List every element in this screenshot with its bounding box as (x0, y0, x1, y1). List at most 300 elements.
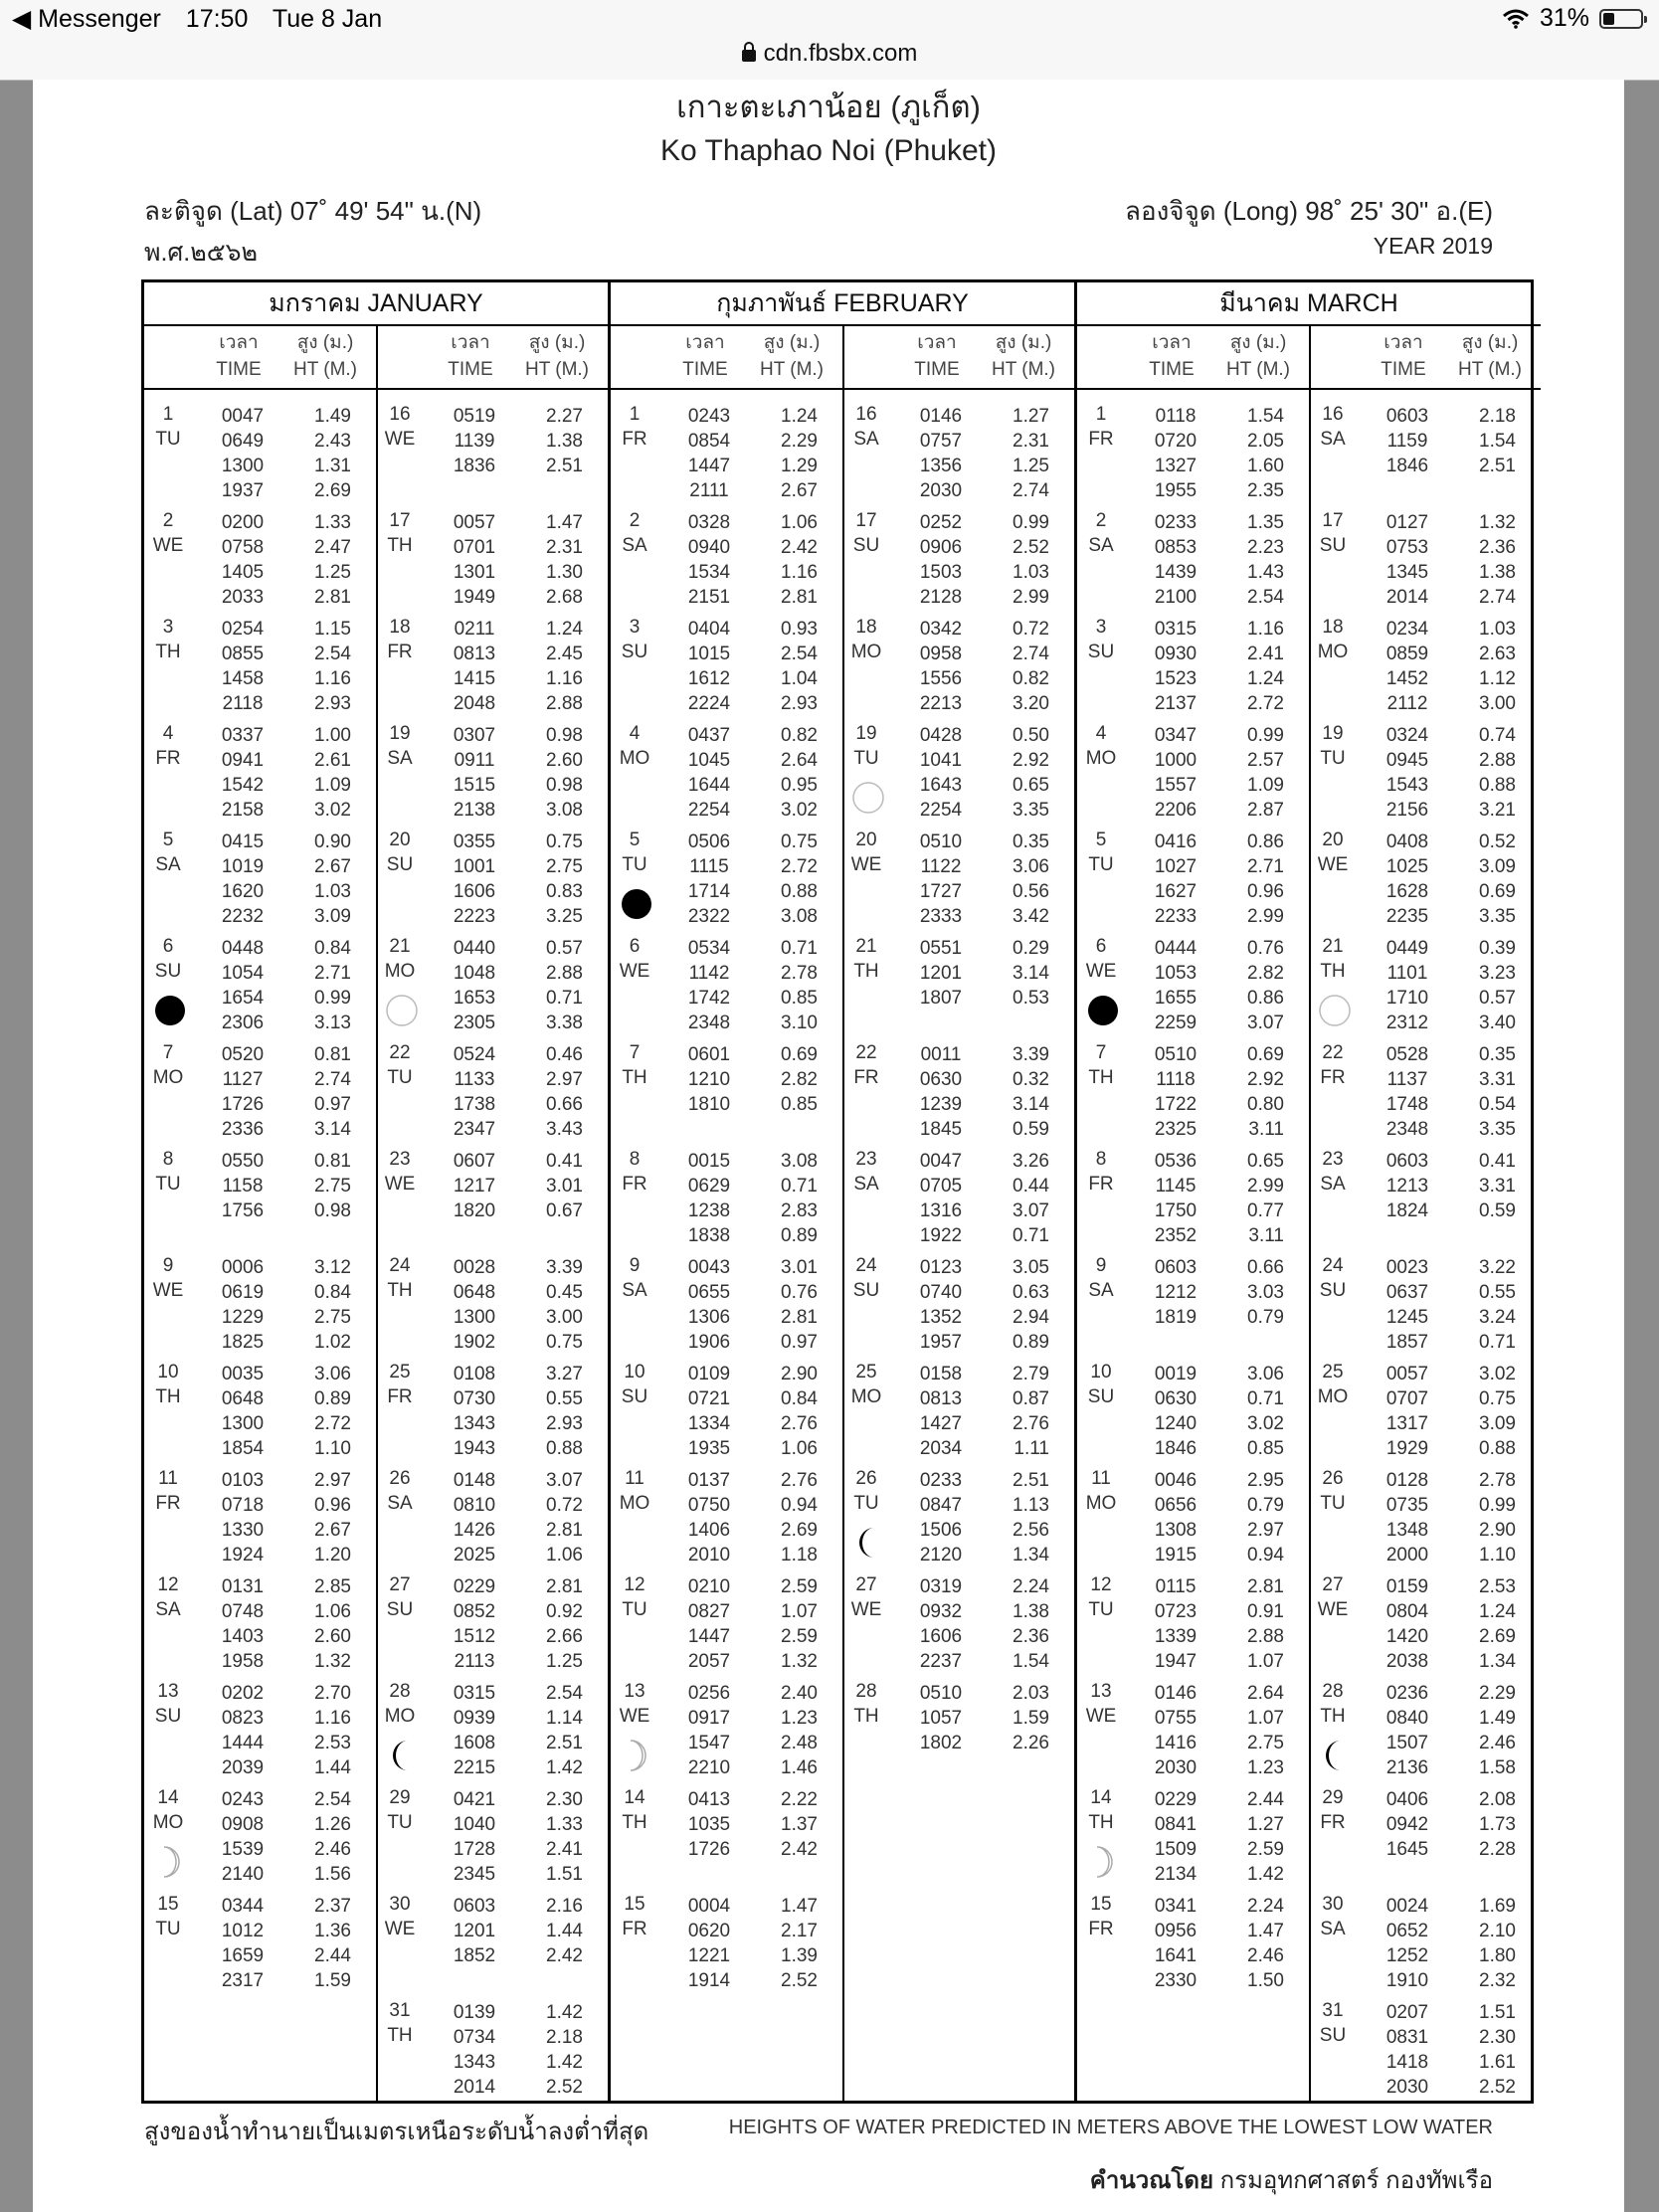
tide-day-entry (376, 723, 608, 827)
weekday: WE (619, 961, 650, 982)
tide-time: 0524 (453, 1044, 496, 1065)
tide-time: 0307 (453, 725, 496, 746)
tide-time: 0440 (453, 938, 496, 959)
tide-time: 0328 (687, 512, 731, 533)
time-header-thai: เวลา (219, 332, 259, 353)
tide-height: 1.10 (1479, 1545, 1516, 1566)
status-time: 17:50 (185, 5, 249, 33)
tide-time: 0637 (1385, 1282, 1429, 1303)
tide-height: 1.16 (314, 1708, 351, 1729)
tide-time: 2254 (919, 800, 963, 821)
tide-time: 1201 (919, 963, 963, 984)
tide-height: 0.65 (1247, 1151, 1284, 1172)
tide-height: 2.82 (781, 1069, 818, 1090)
tide-height: 0.71 (546, 988, 583, 1009)
tide-time: 0344 (221, 1896, 265, 1917)
day-number: 19 (1322, 723, 1344, 744)
tide-height: 2.69 (314, 480, 351, 501)
day-number: 12 (1090, 1574, 1112, 1595)
weekday: WE (850, 1599, 882, 1620)
tide-height: 1.03 (1479, 619, 1516, 640)
tide-day-entry (1077, 1894, 1309, 1997)
weekday: TU (387, 1812, 413, 1833)
weekday: TU (155, 1174, 181, 1195)
weekday: WE (619, 1706, 650, 1727)
tide-time: 0023 (1385, 1257, 1429, 1278)
tide-time: 0840 (1385, 1708, 1429, 1729)
weekday: FR (387, 642, 413, 662)
tide-height: 3.11 (1248, 1225, 1284, 1246)
tide-height: 0.66 (546, 1094, 583, 1115)
tide-height: 1.24 (546, 619, 583, 640)
tide-time: 2224 (687, 693, 731, 714)
tide-day-entry (1077, 1787, 1309, 1891)
tide-time: 1159 (1386, 431, 1428, 452)
tide-height: 3.08 (546, 800, 583, 821)
day-number: 20 (855, 830, 877, 850)
weekday: SU (852, 535, 880, 556)
weekday: MO (1085, 1493, 1117, 1514)
height-header-english: HT (M.) (1457, 359, 1523, 380)
tide-time: 1512 (453, 1626, 496, 1647)
weekday: MO (1085, 748, 1117, 769)
tide-height: 3.14 (1013, 963, 1049, 984)
weekday: TU (853, 748, 879, 769)
tide-time: 2345 (453, 1864, 496, 1885)
weekday: TH (1088, 1812, 1114, 1833)
tide-time: 1515 (453, 775, 496, 796)
weekday: MO (152, 1067, 184, 1088)
tide-height: 3.23 (1479, 963, 1516, 984)
tide-height: 1.25 (546, 1651, 583, 1672)
weekday: SA (155, 1599, 181, 1620)
tide-height: 3.10 (781, 1013, 818, 1033)
tide-time: 1845 (919, 1119, 963, 1140)
weekday: SU (1319, 535, 1347, 556)
tide-time: 1447 (687, 1626, 731, 1647)
tide-height: 2.81 (314, 587, 351, 608)
latitude: ละติจูด (Lat) 07˚ 49' 54" น.(N) (144, 196, 482, 226)
tide-height: 0.99 (1479, 1495, 1516, 1516)
tide-height: 0.99 (1247, 725, 1284, 746)
weekday: SU (852, 1280, 880, 1301)
tide-day-entry (1309, 617, 1541, 720)
credit-label: คำนวณโดย (1089, 2167, 1213, 2194)
tide-time: 1825 (221, 1332, 265, 1353)
tide-time: 1507 (1385, 1733, 1429, 1753)
height-header-thai: สูง (ม.) (995, 332, 1052, 353)
tide-height: 2.74 (1479, 587, 1516, 608)
tide-time: 1142 (688, 963, 730, 984)
tide-height: 3.01 (546, 1176, 583, 1197)
tide-time: 1958 (221, 1651, 265, 1672)
tide-height: 0.32 (1013, 1069, 1049, 1090)
time-header-thai: เวลา (685, 332, 725, 353)
tide-height: 0.89 (314, 1388, 351, 1409)
tide-height: 2.75 (1247, 1733, 1284, 1753)
lock-icon (742, 50, 756, 62)
tide-time: 1427 (919, 1413, 963, 1434)
day-number: 26 (855, 1468, 877, 1489)
tide-day-entry (376, 510, 608, 614)
tide-height: 1.47 (781, 1896, 818, 1917)
tide-height: 2.18 (1479, 406, 1516, 427)
tide-time: 1854 (221, 1438, 265, 1459)
tide-height: 1.07 (1247, 1651, 1284, 1672)
tide-time: 1643 (919, 775, 963, 796)
tide-time: 2128 (919, 587, 963, 608)
tide-height: 0.84 (314, 938, 351, 959)
tide-height: 1.09 (314, 775, 351, 796)
day-number: 3 (1095, 617, 1107, 638)
tide-time: 0750 (687, 1495, 731, 1516)
time-header-thai: เวลา (451, 332, 490, 353)
tide-time: 0118 (1155, 406, 1197, 427)
tide-height: 1.02 (314, 1332, 351, 1353)
day-number: 26 (1322, 1468, 1344, 1489)
tide-time: 2348 (1385, 1119, 1429, 1140)
tide-time: 0930 (1154, 644, 1198, 664)
tide-height: 0.81 (314, 1044, 351, 1065)
tide-height: 2.43 (314, 431, 351, 452)
tide-time: 0757 (919, 431, 963, 452)
new-moon-icon (620, 887, 653, 921)
tide-time: 0210 (687, 1576, 731, 1597)
tide-day-entry (1077, 1042, 1309, 1146)
tide-time: 1750 (1154, 1200, 1198, 1221)
tide-height: 0.35 (1479, 1044, 1516, 1065)
tide-time: 0906 (919, 537, 963, 558)
tide-time: 1133 (454, 1069, 495, 1090)
tide-height: 2.74 (1013, 480, 1049, 501)
tide-height: 0.71 (781, 1176, 818, 1197)
tide-time: 0108 (453, 1364, 496, 1384)
tide-time: 1810 (687, 1094, 731, 1115)
tide-height: 2.92 (1013, 750, 1049, 771)
tide-time: 0028 (453, 1257, 496, 1278)
tide-time: 0139 (453, 2002, 496, 2023)
tide-height: 2.60 (314, 1626, 351, 1647)
day-number: 8 (629, 1149, 641, 1170)
time-header-english: TIME (448, 359, 493, 380)
tide-height: 1.33 (546, 1814, 583, 1835)
tide-height: 1.32 (781, 1651, 818, 1672)
first-quarter-moon-icon (1086, 1845, 1120, 1879)
day-number: 16 (389, 404, 411, 425)
tide-height: 0.72 (546, 1495, 583, 1516)
tide-time: 0415 (221, 831, 265, 852)
tide-height: 1.54 (1479, 431, 1516, 452)
tide-time: 1836 (453, 456, 496, 476)
tide-time: 0103 (221, 1470, 265, 1491)
tide-height: 2.85 (314, 1576, 351, 1597)
tide-height: 3.06 (314, 1364, 351, 1384)
month-header: กุมภาพันธ์ FEBRUARY (611, 282, 1074, 326)
tide-time: 1612 (687, 668, 731, 689)
tide-time: 2206 (1154, 800, 1198, 821)
height-header-thai: สูง (ม.) (1229, 332, 1287, 353)
tide-time: 0620 (687, 1921, 731, 1941)
tide-time: 1447 (687, 456, 731, 476)
tide-time: 1348 (1385, 1520, 1429, 1541)
tide-time: 0720 (1154, 431, 1198, 452)
tide-height: 0.57 (1479, 988, 1516, 1009)
tide-day-entry (842, 1681, 1074, 1784)
tide-height: 0.29 (1013, 938, 1049, 959)
tide-height: 2.76 (781, 1413, 818, 1434)
tide-time: 2010 (687, 1545, 731, 1566)
tide-height: 2.66 (546, 1626, 583, 1647)
tide-time: 0200 (221, 512, 265, 533)
tide-time: 1403 (221, 1626, 265, 1647)
tide-time: 1644 (687, 775, 731, 796)
tide-day-entry (1077, 1681, 1309, 1784)
tide-height: 2.42 (546, 1945, 583, 1966)
tide-height: 0.76 (1247, 938, 1284, 959)
tide-time: 0243 (221, 1789, 265, 1810)
column-headers (144, 324, 376, 390)
tide-time: 1655 (1154, 988, 1198, 1009)
tide-height: 2.51 (1013, 1470, 1049, 1491)
tide-time: 1356 (919, 456, 963, 476)
tide-height: 0.53 (1013, 988, 1049, 1009)
back-to-messenger-button[interactable]: ◀ Messenger (12, 5, 161, 33)
tide-time: 1416 (1154, 1733, 1198, 1753)
tide-day-entry (1077, 1149, 1309, 1252)
tide-height: 2.53 (1479, 1576, 1516, 1597)
tide-day-entry (1077, 510, 1309, 614)
tide-time: 0941 (221, 750, 265, 771)
tide-time: 0619 (221, 1282, 265, 1303)
day-number: 17 (389, 510, 411, 531)
tide-time: 0730 (453, 1388, 496, 1409)
tide-height: 0.59 (1479, 1200, 1516, 1221)
tide-height: 2.41 (1247, 644, 1284, 664)
tide-time: 0536 (1154, 1151, 1198, 1172)
day-number: 12 (157, 1574, 179, 1595)
tide-height: 3.08 (781, 906, 818, 927)
weekday: SU (154, 961, 182, 982)
day-number: 7 (1095, 1042, 1107, 1063)
tide-time: 0940 (687, 537, 731, 558)
tide-time: 0550 (221, 1151, 265, 1172)
tide-height: 1.16 (781, 562, 818, 583)
tide-time: 1645 (1385, 1839, 1429, 1860)
tide-time: 0047 (919, 1151, 963, 1172)
tide-time: 0404 (687, 619, 731, 640)
day-number: 21 (1322, 936, 1344, 957)
tide-height: 1.11 (1014, 1438, 1049, 1459)
tide-height: 2.71 (314, 963, 351, 984)
tide-time: 2233 (1154, 906, 1198, 927)
tide-time: 1547 (687, 1733, 731, 1753)
tide-height: 3.12 (314, 1257, 351, 1278)
day-number: 2 (629, 510, 641, 531)
tide-day-entry (1309, 1894, 1541, 1997)
tide-height: 2.56 (1013, 1520, 1049, 1541)
tide-height: 0.72 (1013, 619, 1049, 640)
tide-time: 1556 (919, 668, 963, 689)
month-column-left (144, 324, 378, 2101)
tide-time: 0234 (1385, 619, 1429, 640)
tide-day-entry (376, 404, 608, 507)
tide-time: 1846 (1154, 1438, 1198, 1459)
tide-time: 0519 (453, 406, 496, 427)
weekday: FR (387, 1386, 413, 1407)
tide-time: 2156 (1385, 800, 1429, 821)
tide-time: 1000 (1154, 750, 1198, 771)
weekday: SA (1088, 535, 1114, 556)
tide-day-entry (144, 510, 376, 614)
month-header: มกราคม JANUARY (144, 282, 608, 326)
tide-day-entry (376, 1362, 608, 1465)
tide-height: 1.51 (546, 1864, 583, 1885)
tide-day-entry (376, 1787, 608, 1891)
tide-height: 0.77 (1247, 1200, 1284, 1221)
tide-time: 1212 (1154, 1282, 1198, 1303)
tide-height: 3.07 (1013, 1200, 1049, 1221)
tide-time: 0109 (687, 1364, 731, 1384)
tide-height: 0.52 (1479, 831, 1516, 852)
tide-time: 0648 (453, 1282, 496, 1303)
tide-time: 2235 (1385, 906, 1429, 927)
tide-time: 1726 (221, 1094, 265, 1115)
month-march (1077, 282, 1541, 2101)
day-number: 28 (389, 1681, 411, 1702)
weekday: SA (622, 535, 647, 556)
tide-height: 1.06 (781, 1438, 818, 1459)
tide-time: 0315 (1154, 619, 1198, 640)
tide-height: 0.96 (1247, 881, 1284, 902)
tide-time: 0630 (919, 1069, 963, 1090)
tide-time: 2312 (1385, 1013, 1429, 1033)
tide-height: 1.29 (781, 456, 818, 476)
tide-height: 3.38 (546, 1013, 583, 1033)
tide-day-entry (1309, 1787, 1541, 1891)
day-number: 21 (855, 936, 877, 957)
tide-time: 1210 (687, 1069, 731, 1090)
tide-time: 0342 (919, 619, 963, 640)
tide-height: 2.90 (1479, 1520, 1516, 1541)
tide-time: 1906 (687, 1332, 731, 1353)
day-number: 26 (389, 1468, 411, 1489)
tide-height: 0.55 (1479, 1282, 1516, 1303)
tide-day-entry (1077, 830, 1309, 933)
tide-height: 1.39 (781, 1945, 818, 1966)
tide-height: 0.50 (1013, 725, 1049, 746)
tide-time: 0148 (453, 1470, 496, 1491)
tide-day-entry (1309, 936, 1541, 1039)
tide-height: 2.99 (1013, 587, 1049, 608)
tide-time: 0047 (221, 406, 265, 427)
height-header-english: HT (M.) (524, 359, 590, 380)
tide-day-entry (842, 1574, 1074, 1678)
tide-height: 1.34 (1013, 1545, 1049, 1566)
tide-height: 3.02 (1247, 1413, 1284, 1434)
weekday: FR (1088, 1174, 1114, 1195)
weekday: MO (384, 961, 416, 982)
tide-day-entry (144, 723, 376, 827)
weekday: FR (155, 748, 181, 769)
tide-time: 1914 (687, 1970, 731, 1991)
first-quarter-moon-icon (620, 1739, 653, 1772)
title-thai: เกาะตะเภาน้อย (ภูเก็ต) (676, 90, 981, 124)
tide-time: 2111 (689, 480, 729, 501)
tide-time: 1115 (689, 856, 729, 877)
tide-height: 1.06 (781, 512, 818, 533)
day-number: 9 (162, 1255, 174, 1276)
tide-height: 0.89 (781, 1225, 818, 1246)
tide-height: 2.97 (314, 1470, 351, 1491)
url-bar[interactable] (0, 40, 1659, 81)
tide-height: 0.99 (1013, 512, 1049, 533)
tide-time: 0236 (1385, 1683, 1429, 1704)
tide-day-entry (611, 1574, 842, 1678)
height-header-thai: สูง (ม.) (763, 332, 821, 353)
tide-height: 0.93 (781, 619, 818, 640)
height-header-thai: สูง (ม.) (1461, 332, 1519, 353)
tide-time: 2039 (221, 1757, 265, 1778)
tide-time: 1418 (1385, 2052, 1429, 2073)
weekday: SA (1320, 429, 1346, 450)
tide-height: 2.46 (1479, 1733, 1516, 1753)
tide-height: 2.10 (1479, 1921, 1516, 1941)
tide-day-entry (376, 1042, 608, 1146)
tide-height: 0.56 (1013, 881, 1049, 902)
tide-height: 1.04 (781, 668, 818, 689)
day-number: 15 (624, 1894, 645, 1915)
tide-time: 1606 (919, 1626, 963, 1647)
tide-height: 2.81 (781, 587, 818, 608)
tide-time: 2137 (1154, 693, 1198, 714)
tide-day-entry (376, 2000, 608, 2104)
tide-time: 0939 (453, 1708, 496, 1729)
tide-day-entry (611, 1787, 842, 1891)
tide-time: 1957 (919, 1332, 963, 1353)
weekday: WE (1317, 854, 1349, 875)
tide-height: 2.90 (781, 1364, 818, 1384)
tide-height: 1.58 (1479, 1757, 1516, 1778)
tide-time: 2213 (919, 693, 963, 714)
tide-height: 2.60 (546, 750, 583, 771)
tide-time: 1426 (453, 1520, 496, 1541)
tide-height: 0.95 (781, 775, 818, 796)
tide-height: 1.38 (1479, 562, 1516, 583)
day-number: 15 (1090, 1894, 1112, 1915)
tide-time: 0603 (1385, 1151, 1429, 1172)
tide-height: 2.41 (546, 1839, 583, 1860)
tide-time: 1756 (221, 1200, 265, 1221)
tide-time: 1929 (1385, 1438, 1429, 1459)
tide-time: 2100 (1154, 587, 1198, 608)
tide-time: 2215 (453, 1757, 496, 1778)
tide-height: 0.80 (1247, 1094, 1284, 1115)
weekday: SA (1088, 1280, 1114, 1301)
tide-height: 2.32 (1479, 1970, 1516, 1991)
day-number: 24 (1322, 1255, 1344, 1276)
tide-time: 0019 (1154, 1364, 1198, 1384)
tide-time: 2134 (1154, 1864, 1198, 1885)
tide-height: 2.69 (1479, 1626, 1516, 1647)
tide-day-entry (1309, 830, 1541, 933)
tide-time: 1012 (221, 1921, 265, 1941)
tide-height: 3.02 (1479, 1364, 1516, 1384)
day-number: 5 (629, 830, 641, 850)
tide-height: 1.03 (314, 881, 351, 902)
tide-time: 0528 (1385, 1044, 1429, 1065)
tide-day-entry (1309, 1468, 1541, 1571)
tide-time: 0813 (919, 1388, 963, 1409)
